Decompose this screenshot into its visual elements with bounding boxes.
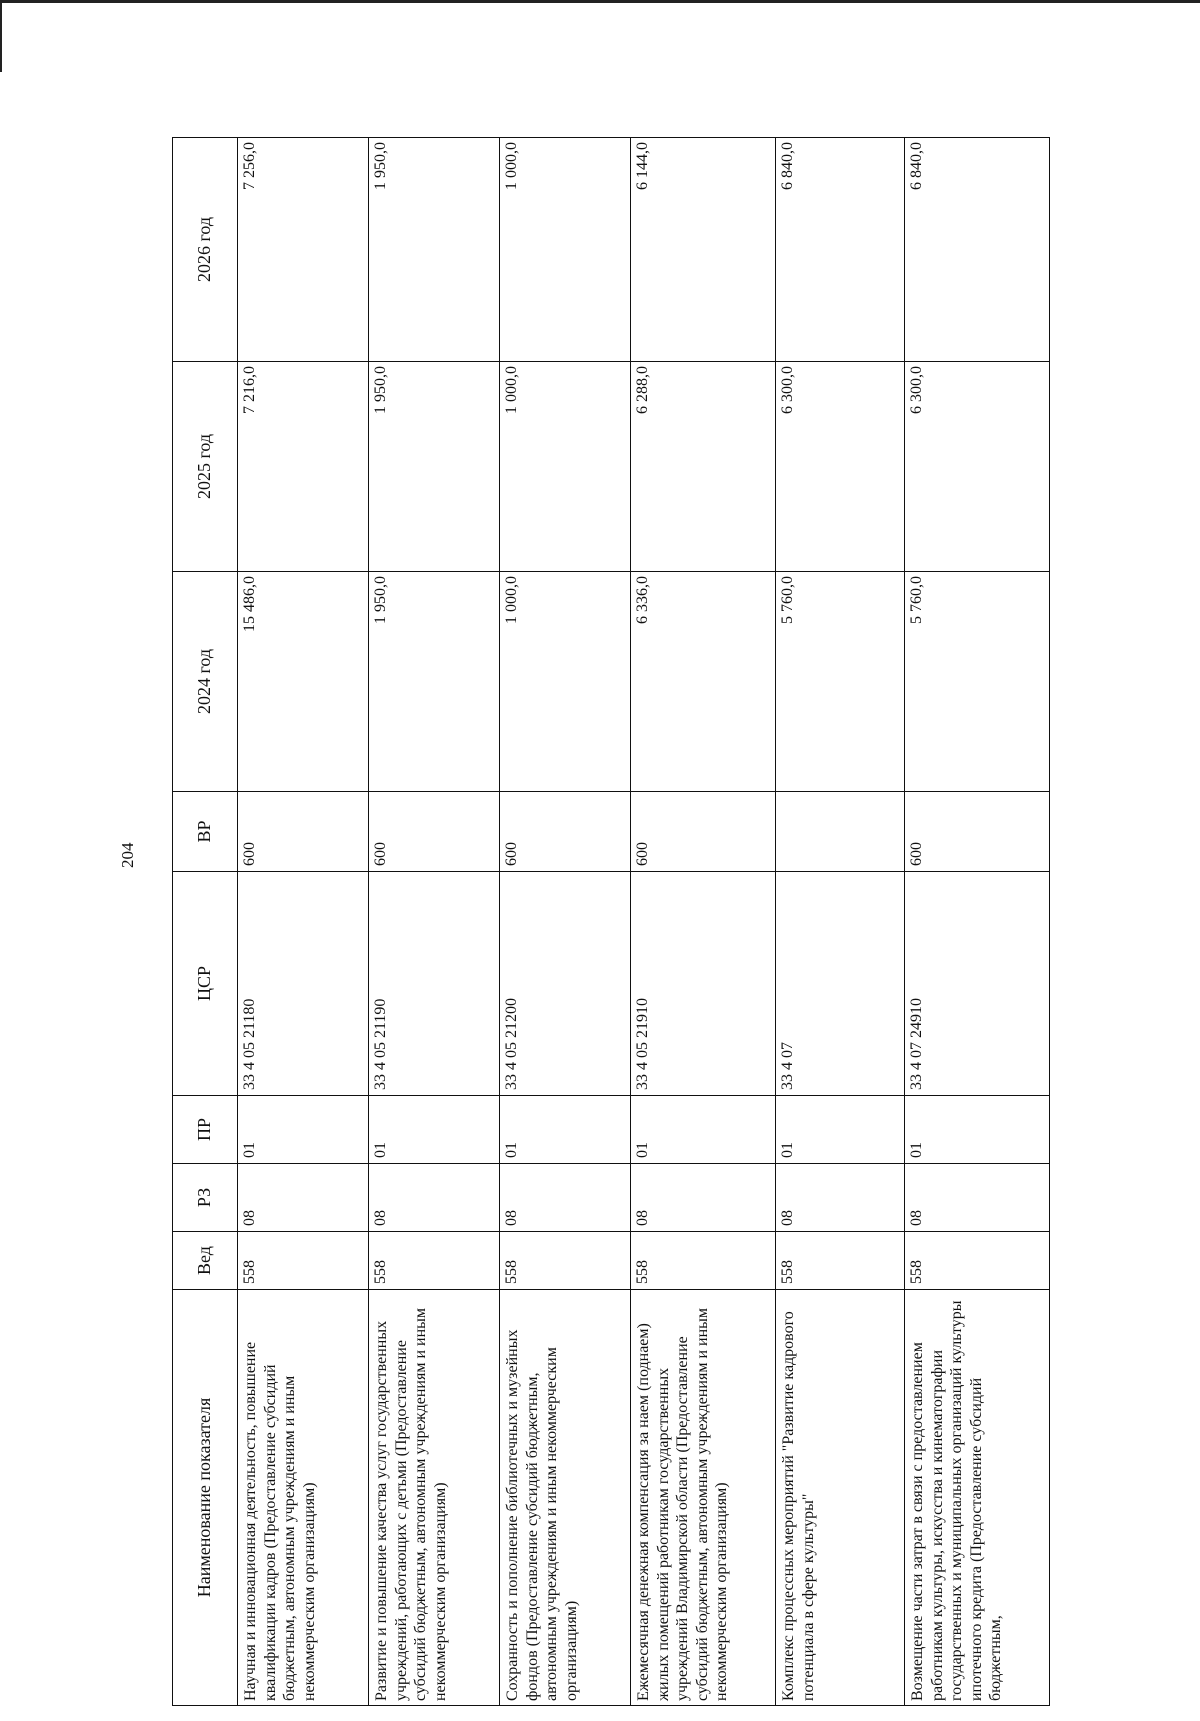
header-2024: 2024 год [173,572,238,792]
cell-2024: 1 950,0 [369,572,500,792]
cell-2026: 6 840,0 [776,138,905,362]
cell-name: Сохранность и пополнение библиотечных и музейных фондов (Предоставление субсидий бюджетным, автономным учреждениям и иным некоммерческим организациям) [500,1290,631,1706]
table-header-row [173,138,238,1706]
budget-table-rotated [172,138,1050,1706]
header-ved: Вед [173,1232,238,1290]
table-row [631,138,776,1706]
cell-csr: 33 4 07 24910 [905,872,1050,1096]
cell-name: Развитие и повышение качества услуг государственных учреждений, работающих с детьми (Предоставление субсидий бюджетным, автономным учреждениям и иным некоммерческим организациям) [369,1290,500,1706]
budget-table [172,137,1050,1706]
table-row [500,138,631,1706]
cell-2025: 6 288,0 [631,362,776,572]
cell-name: Комплекс процессных мероприятий "Развитие кадрового потенциала в сфере культуры" [776,1290,905,1706]
cell-csr: 33 4 05 21190 [369,872,500,1096]
cell-2026: 6 840,0 [905,138,1050,362]
cell-rz: 08 [905,1164,1050,1232]
cell-vr: 600 [631,792,776,872]
cell-pr: 01 [500,1096,631,1164]
scan-border-top [0,0,1200,3]
cell-pr: 01 [369,1096,500,1164]
cell-vr: 600 [500,792,631,872]
cell-ved: 558 [238,1232,369,1290]
page-number: 204 [118,842,137,868]
cell-2026: 1 000,0 [500,138,631,362]
table-row [776,138,905,1706]
cell-2024: 6 336,0 [631,572,776,792]
cell-ved: 558 [631,1232,776,1290]
cell-2026: 1 950,0 [369,138,500,362]
cell-2026: 7 256,0 [238,138,369,362]
cell-2024: 15 486,0 [238,572,369,792]
table-row [905,138,1050,1706]
header-2025: 2025 год [173,362,238,572]
cell-name: Научная и инновационная деятельность, повышение квалификации кадров (Предоставление субсидий бюджетным, автономным учреждениям и иным некоммерческим организациям) [238,1290,369,1706]
cell-ved: 558 [905,1232,1050,1290]
cell-name: Возмещение части затрат в связи с предоставлением работникам культуры, искусства и кинематографии государственных и муниципальных организаций культуры ипотечного кредита (Предоставление субсидий бюджетным, [905,1290,1050,1706]
table-row [238,138,369,1706]
cell-csr: 33 4 05 21200 [500,872,631,1096]
cell-ved: 558 [369,1232,500,1290]
cell-2024: 5 760,0 [776,572,905,792]
cell-pr: 01 [631,1096,776,1164]
cell-rz: 08 [631,1164,776,1232]
cell-pr: 01 [905,1096,1050,1164]
header-name: Наименование показателя [173,1290,238,1706]
cell-2025: 6 300,0 [905,362,1050,572]
cell-2024: 5 760,0 [905,572,1050,792]
scan-border-left [0,0,2,72]
cell-2025: 6 300,0 [776,362,905,572]
cell-rz: 08 [776,1164,905,1232]
cell-vr: 600 [369,792,500,872]
cell-pr: 01 [776,1096,905,1164]
cell-2025: 1 000,0 [500,362,631,572]
header-2026: 2026 год [173,138,238,362]
cell-vr: 600 [905,792,1050,872]
table-row [369,138,500,1706]
cell-ved: 558 [500,1232,631,1290]
cell-vr: 600 [238,792,369,872]
cell-rz: 08 [238,1164,369,1232]
cell-2024: 1 000,0 [500,572,631,792]
cell-rz: 08 [500,1164,631,1232]
cell-name: Ежемесячная денежная компенсация за наем (поднаем) жилых помещений работникам государственных учреждений Владимирской области (Предоставление субсидий бюджетным, автономным учреждениям и иным некоммерческим организациям) [631,1290,776,1706]
cell-ved: 558 [776,1232,905,1290]
cell-pr: 01 [238,1096,369,1164]
header-csr: ЦСР [173,872,238,1096]
header-pr: ПР [173,1096,238,1164]
cell-csr: 33 4 05 21180 [238,872,369,1096]
cell-2025: 1 950,0 [369,362,500,572]
header-vr: ВР [173,792,238,872]
cell-vr [776,792,905,872]
cell-csr: 33 4 07 [776,872,905,1096]
header-rz: РЗ [173,1164,238,1232]
cell-2025: 7 216,0 [238,362,369,572]
cell-rz: 08 [369,1164,500,1232]
cell-2026: 6 144,0 [631,138,776,362]
cell-csr: 33 4 05 21910 [631,872,776,1096]
